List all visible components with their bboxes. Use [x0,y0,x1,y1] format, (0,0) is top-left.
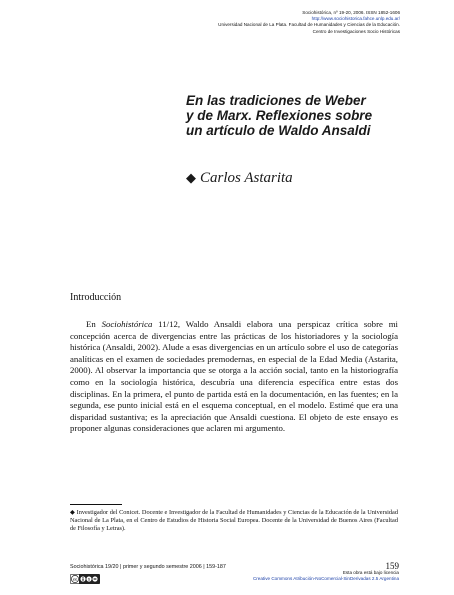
body-text: 11/12, Waldo Ansaldi elabora una perspicaz crítica sobre mi concepción acerca de divergencias entre las prácticas de los historiadores y la sociología histórica (Ansaldi, 2002). Alude a esas divergencias en un artículo sobre el uso de categorías analíticas en el examen de sociedades premodernas, en especial de la Edad Media (Astarita, 2000). Al observar la importancia que se otorga a la acción social, tanto en la historiografía como en la sociología histórica, descubría una diferencia específica entre estas dos disciplinas. En la primera, el punto de partida está en la documentación, en las fuentes; en la segunda, ese punto inicial está en el esquema conceptual, en el modelo. Estimé que era una disparidad sustantiva; es la apreciación que Ansaldi cuestiona. El objeto de este ensayo es proponer algunas consideraciones que aclaren mi argumento. [70,319,398,434]
license-notice [253,570,399,583]
diamond-icon: ◆ [186,170,196,185]
title-line-3: un artículo de Waldo Ansaldi [186,123,371,138]
body-paragraph [70,319,398,435]
journal-name: Sociohistórica [101,319,153,329]
license-link[interactable]: Creative Commons Atribución-NoComercial-SinDerivadas 2.5 Argentina [252,576,399,582]
article-title [186,93,406,138]
title-line-2: y de Marx. Reflexiones sobre [186,108,373,123]
page-number: 159 [385,561,399,571]
footnote-separator [70,504,122,505]
section-heading: Introducción [70,292,122,303]
body-text-start: En [86,319,102,329]
cc-license-badge-icon[interactable] [70,574,100,584]
license-line: Esta obra está bajo licencia [342,570,399,575]
center-line: Centro de Investigaciones Socio Históricas [312,28,400,34]
svg-text:cc: cc [72,577,78,582]
footer-citation: Sociohistórica 19/20 | primer y segundo semestre 2006 | 159-187 [70,564,226,570]
svg-text:$: $ [88,577,90,582]
footnote: ◆ Investigador del Conicet. Docente e Investigador de la Facultad de Humanidades y Ciencias de la Educación de la Universidad Nacional de La Plata, en el Centro de Estudios de Historia Social Europea. Docente de la Universidad de Buenos Aires (Facultad de Filosofía y Letras). [70,509,398,532]
journal-line: Sociohistórica, nº 19-20, 2006. ISSN 1852-1606 [302,10,400,15]
author-name: Carlos Astarita [200,170,293,186]
author [186,170,293,187]
journal-url-link[interactable]: http://www.sociohistorica.fahce.unlp.edu.ar/ [311,16,400,22]
journal-header [218,10,400,35]
university-line: Universidad Nacional de La Plata. Facultad de Humanidades y Ciencias de la Educación. [218,22,400,28]
title-line-1: En las tradiciones de Weber [186,93,366,108]
